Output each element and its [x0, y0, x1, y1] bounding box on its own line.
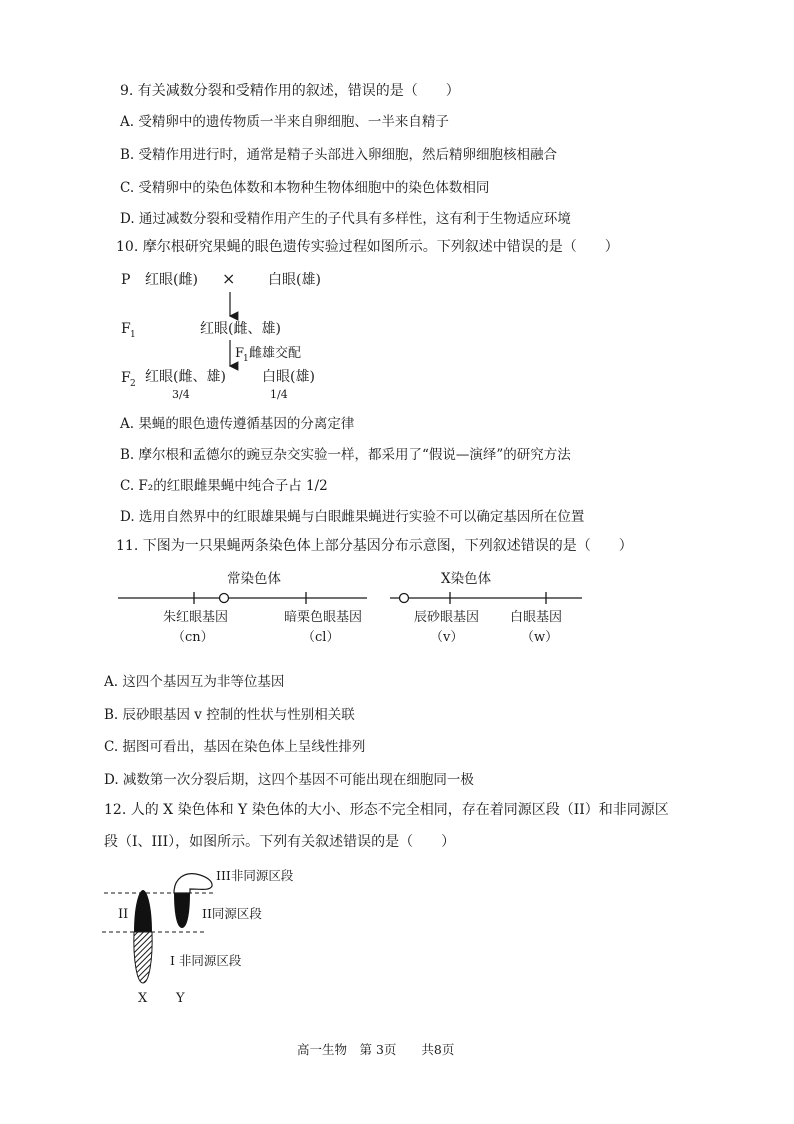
gene-w-label: 白眼基因: [510, 610, 563, 625]
y-chromosome-label: Y: [176, 991, 185, 1006]
q10-option-b: B. 摩尔根和孟德尔的豌豆杂交实验一样，都采用了“假说—演绎”的研究方法: [120, 447, 571, 463]
region-II-label: II同源区段: [202, 906, 262, 921]
gene-w-symbol: （w）: [521, 630, 559, 645]
x-chromosome-label: X: [138, 991, 148, 1006]
p-generation-label: P: [121, 272, 131, 288]
f2-label: F: [121, 370, 131, 386]
q9-option-d: D. 通过减数分裂和受精作用产生的子代具有多样性，这有利于生物适应环境: [120, 211, 571, 227]
q9-option-c: C. 受精卵中的染色体数和本物种生物体细胞中的染色体数相同: [120, 180, 490, 196]
q11-option-d: D. 减数第一次分裂后期，这四个基因不可能出现在细胞同一极: [104, 772, 474, 788]
page-footer: 高一生物 第 3页 共8页: [297, 1042, 455, 1057]
q12-stem-line1: 12. 人的 X 染色体和 Y 染色体的大小、形态不完全相同，存在着同源区段（II）和非同源区: [104, 802, 669, 818]
y-chromosome-cap: [174, 874, 212, 893]
p-male-white: 白眼(雄): [268, 272, 321, 288]
f2-white-ratio: 1/4: [270, 388, 288, 401]
x-chromosome-lower: [134, 932, 152, 983]
f2-white-offspring: 白眼(雄): [262, 369, 315, 385]
q9-stem: 9. 有关减数分裂和受精作用的叙述，错误的是（ ）: [120, 83, 460, 99]
gene-cl-label: 暗栗色眼基因: [284, 610, 363, 625]
gene-cl-symbol: （cl）: [302, 630, 340, 645]
q11-option-b: B. 辰砂眼基因 v 控制的性状与性别相关联: [104, 707, 355, 723]
q10-option-a: A. 果蝇的眼色遗传遵循基因的分离定律: [120, 416, 355, 432]
gene-cn-label: 朱红眼基因: [163, 610, 229, 625]
gene-v-symbol: （v）: [430, 630, 464, 645]
q10-stem: 10. 摩尔根研究果蝇的眼色遗传实验过程如图所示。下列叙述中错误的是（ ）: [116, 239, 619, 255]
x-chromosome-title: X染色体: [441, 571, 492, 587]
q9-option-b: B. 受精作用进行时，通常是精子头部进入卵细胞，然后精卵细胞核相融合: [120, 147, 558, 163]
mating-label-sub: 1: [243, 354, 249, 364]
q11-option-c: C. 据图可看出，基因在染色体上呈线性排列: [104, 739, 366, 755]
region-III-label: III非同源区段: [216, 868, 294, 883]
f2-red-ratio: 3/4: [172, 388, 190, 401]
autosome-title: 常染色体: [227, 571, 281, 587]
q11-stem: 11. 下图为一只果蝇两条染色体上部分基因分布示意图，下列叙述错误的是（ ）: [116, 538, 633, 554]
mating-label: F: [235, 346, 245, 361]
q9-option-a: A. 受精卵中的遗传物质一半来自卵细胞、一半来自精子: [120, 114, 449, 130]
y-chromosome-body: [174, 893, 190, 928]
f1-label-sub: 1: [130, 330, 136, 340]
x-chromosome-upper: [134, 890, 152, 932]
gene-cn-symbol: （cn）: [172, 630, 214, 645]
region-I-label: I 非同源区段: [170, 953, 242, 968]
q12-stem-line2: 段（I、III），如图所示。下列有关叙述错误的是（ ）: [104, 834, 456, 850]
q10-option-c: C. F₂的红眼雌果蝇中纯合子占 1/2: [120, 478, 328, 494]
f1-offspring: 红眼(雌、雄): [200, 321, 281, 337]
region-II-left-label: II: [118, 907, 129, 922]
f2-label-sub: 2: [130, 379, 136, 389]
gene-v-label: 辰砂眼基因: [414, 610, 480, 625]
f2-red-offspring: 红眼(雌、雄): [145, 369, 226, 385]
q10-option-d: D. 选用自然界中的红眼雄果蝇与白眼雌果蝇进行实验不可以确定基因所在位置: [120, 509, 585, 525]
q11-option-a: A. 这四个基因互为非等位基因: [104, 674, 285, 690]
mating-text: 雌雄交配: [249, 346, 302, 361]
f1-label: F: [121, 321, 131, 337]
cross-symbol: ×: [222, 269, 236, 288]
p-female-red: 红眼(雌): [145, 272, 198, 288]
